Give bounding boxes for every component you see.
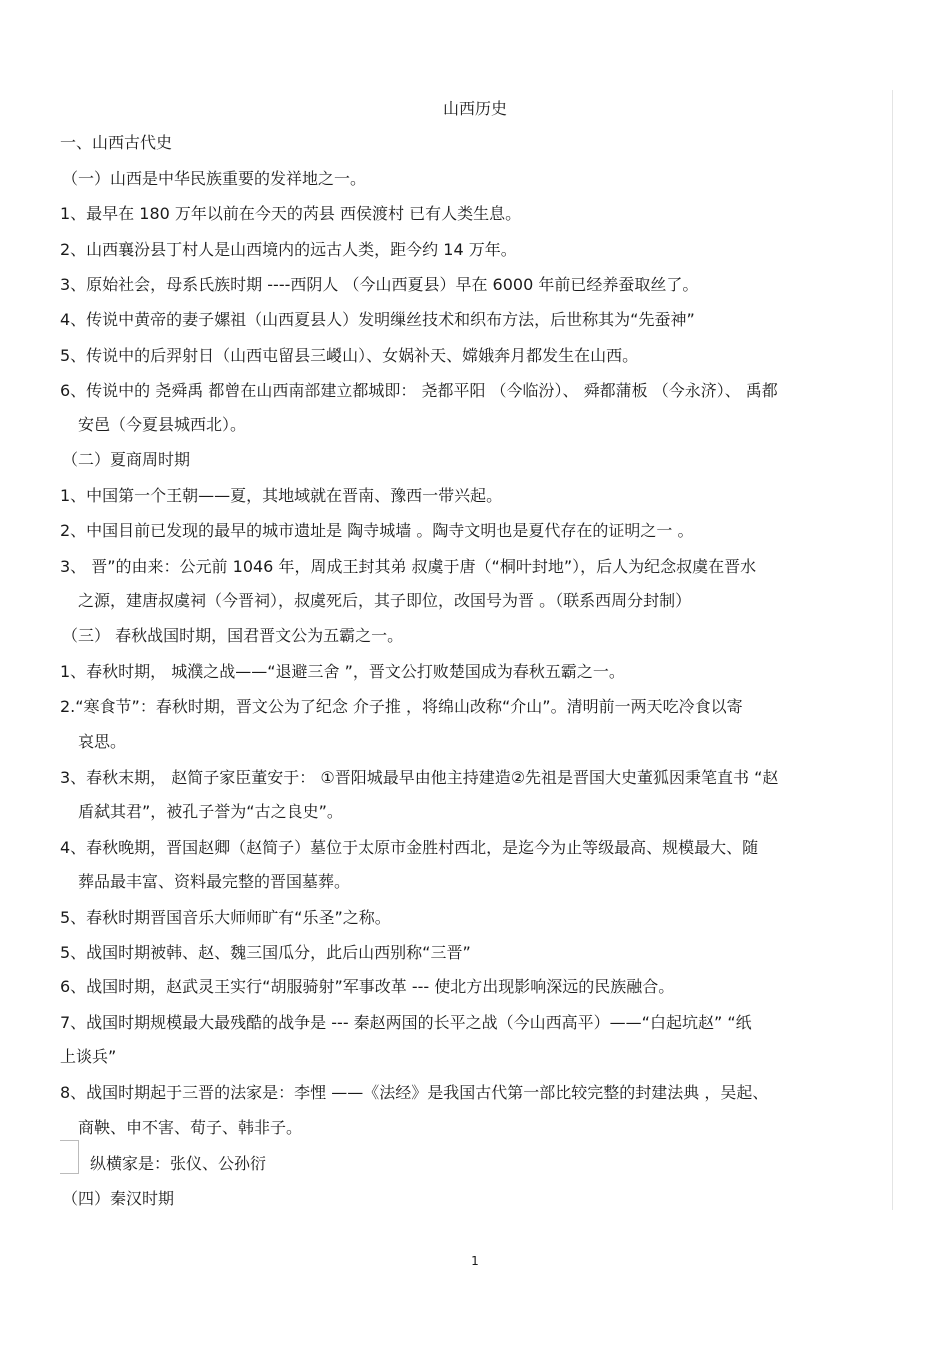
list-item: 7、战国时期规模最大最残酷的战争是 --- 秦赵两国的长平之战（今山西高平）——“白起坑赵” “纸	[60, 1013, 752, 1032]
list-item: 2、中国目前已发现的最早的城市遗址是 陶寺城墙 。陶寺文明也是夏代存在的证明之一 。	[60, 521, 694, 540]
list-item: 5、战国时期被韩、赵、魏三国瓜分，此后山西别称“三晋”	[60, 943, 471, 962]
list-item: 6、战国时期，赵武灵王实行“胡服骑射”军事改革 --- 使北方出现影响深远的民族融合。	[60, 977, 675, 996]
list-item-continuation: 商鞅、申不害、荀子、韩非子。	[78, 1118, 303, 1137]
list-item-continuation: 安邑（今夏县城西北）。	[78, 415, 247, 434]
list-item: 1、中国第一个王朝——夏，其地域就在晋南、豫西一带兴起。	[60, 486, 503, 505]
list-item: 1、最早在 180 万年以前在今天的芮县 西侯渡村 已有人类生息。	[60, 204, 522, 223]
list-item: 2、山西襄汾县丁村人是山西境内的远古人类，距今约 14 万年。	[60, 240, 517, 259]
list-item: 4、传说中黄帝的妻子嫘祖（山西夏县人）发明缫丝技术和织布方法，后世称其为“先蚕神”	[60, 310, 695, 329]
page-edge-rule	[892, 90, 893, 1210]
list-item-continuation: 盾弑其君”，被孔子誉为“古之良史”。	[78, 802, 343, 821]
list-item-continuation: 葬品最丰富、资料最完整的晋国墓葬。	[78, 872, 351, 891]
list-item: 3、 晋”的由来：公元前 1046 年，周成王封其弟 叔虞于唐（“桐叶封地”），后人为纪念叔虞在晋水	[60, 557, 757, 576]
subsection-heading: （二）夏商周时期	[62, 450, 191, 469]
list-item: 5、传说中的后羿射日（山西屯留县三嵕山）、女娲补天、嫦娥奔月都发生在山西。	[60, 346, 639, 365]
page-title: 山西历史	[442, 99, 507, 118]
list-item: 8、战国时期起于三晋的法家是：李悝 ——《法经》是我国古代第一部比较完整的封建法典 ，吴起、	[60, 1083, 769, 1102]
list-item: 4、春秋晚期，晋国赵卿（赵简子）墓位于太原市金胜村西北，是迄今为止等级最高、规模最大、随	[60, 838, 759, 857]
list-item: 5、春秋时期晋国音乐大师师旷有“乐圣”之称。	[60, 908, 391, 927]
list-item-continuation: 上谈兵”	[60, 1047, 117, 1066]
list-item-continuation: 哀思。	[78, 732, 127, 751]
list-item: 2.“寒食节”：春秋时期，晋文公为了纪念 介子推 ，将绵山改称“介山”。清明前一两天吃冷食以寄	[60, 697, 743, 716]
list-item: 6、传说中的 尧舜禹 都曾在山西南部建立都城即： 尧都平阳 （今临汾）、 舜都蒲板 （今永济）、 禹都	[60, 381, 778, 400]
list-item: 3、原始社会，母系氏族时期 ----西阴人 （今山西夏县）早在 6000 年前已经养蚕取丝了。	[60, 275, 699, 294]
subsection-heading: （三） 春秋战国时期，国君晋文公为五霸之一。	[62, 626, 404, 645]
section-heading: 一、山西古代史	[60, 133, 173, 152]
list-item: 3、春秋末期， 赵简子家臣董安于： ①晋阳城最早由他主持建造②先祖是晋国大史董狐因秉笔直书 “赵	[60, 768, 779, 787]
list-item-continuation: 纵横家是：张仪、公孙衍	[90, 1154, 267, 1173]
scan-artifact-box	[60, 1140, 79, 1174]
list-item-continuation: 之源，建唐叔虞祠（今晋祠），叔虞死后，其子即位，改国号为晋 。（联系西周分封制）	[78, 591, 692, 610]
list-item: 1、春秋时期， 城濮之战——“退避三舍 ”，晋文公打败楚国成为春秋五霸之一。	[60, 662, 625, 681]
subsection-heading: （四）秦汉时期	[62, 1189, 175, 1208]
page-number: 1	[471, 1254, 479, 1268]
subsection-heading: （一）山西是中华民族重要的发祥地之一。	[62, 169, 367, 188]
